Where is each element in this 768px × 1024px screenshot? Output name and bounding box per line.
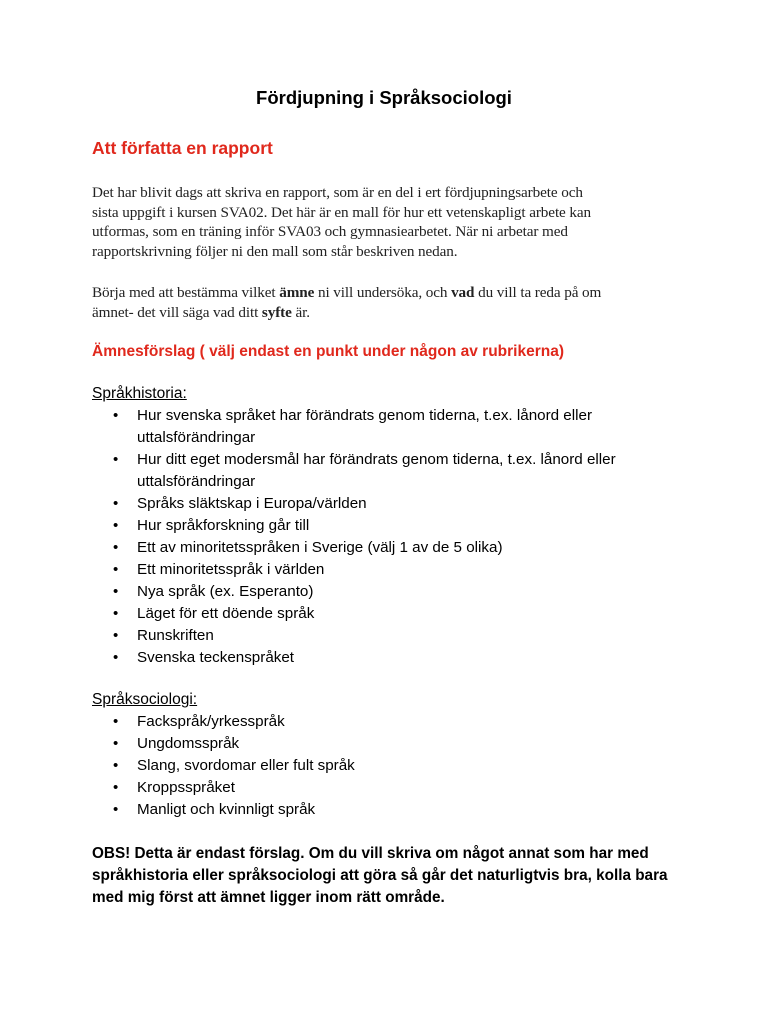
intro-line: utformas, som en träning inför SVA03 och gymnasiearbetet. När ni arbetar med: [92, 223, 568, 241]
list-item-text: Kroppsspråket: [137, 779, 235, 796]
bullet-icon: •: [113, 757, 119, 774]
task-line: [92, 303, 692, 323]
list-item: [113, 711, 713, 733]
bullet-icon: •: [113, 605, 119, 622]
bullet-icon: •: [113, 561, 119, 578]
list-item: [113, 777, 713, 799]
list-item: [113, 581, 713, 603]
bullet-icon: •: [113, 407, 119, 424]
list-item-text: uttalsförändringar: [137, 429, 256, 446]
bullet-icon: •: [113, 649, 119, 666]
list-item-text: uttalsförändringar: [137, 473, 256, 490]
list-item: [113, 647, 713, 669]
list-item: [113, 537, 713, 559]
list-item-text: Svenska teckenspråket: [137, 649, 295, 666]
task-text: ni vill undersöka, och: [314, 284, 452, 301]
category-heading-sociolinguistics: Språksociologi:: [92, 691, 198, 708]
document-title: Fördjupning i Språksociologi: [256, 87, 512, 108]
bullet-icon: •: [113, 583, 119, 600]
list-item: [113, 603, 713, 625]
list-item-text: Ett av minoritetsspråken i Sverige (välj 1 av de 5 olika): [137, 539, 503, 556]
list-item-text: Runskriften: [137, 627, 214, 644]
language-history-list: [113, 405, 713, 669]
list-item: [113, 449, 713, 493]
note-paragraph: [92, 843, 712, 909]
intro-line: sista uppgift i kursen SVA02. Det här är en mall för hur ett vetenskapligt arbete kan: [92, 203, 592, 221]
bullet-icon: •: [113, 779, 119, 796]
bullet-icon: •: [113, 451, 119, 468]
intro-paragraph: [92, 183, 692, 262]
keyword-vad: vad: [451, 284, 475, 301]
section-heading: Att författa en rapport: [92, 138, 273, 158]
list-item: [113, 559, 713, 581]
intro-line: rapportskrivning följer ni den mall som står beskriven nedan.: [92, 243, 458, 261]
category-heading-language-history: Språkhistoria:: [92, 385, 187, 402]
task-paragraph: [92, 283, 692, 322]
list-item-text: Ungdomsspråk: [137, 735, 240, 752]
topic-suggestions-heading: Ämnesförslag ( välj endast en punkt under någon av rubrikerna): [92, 343, 564, 360]
keyword-amne: ämne: [279, 284, 315, 301]
list-item: [113, 405, 713, 449]
bullet-icon: •: [113, 801, 119, 818]
intro-line: Det har blivit dags att skriva en rapport, som är en del i ert fördjupningsarbete och: [92, 184, 583, 201]
list-item: [113, 799, 713, 821]
list-item-text: Manligt och kvinnligt språk: [137, 801, 316, 818]
bullet-icon: •: [113, 627, 119, 644]
list-item-text: Läget för ett döende språk: [137, 605, 315, 622]
task-text: är.: [291, 303, 310, 321]
list-item-text: Nya språk (ex. Esperanto): [137, 583, 314, 600]
list-item: [113, 515, 713, 537]
bullet-icon: •: [113, 539, 119, 556]
list-item-text: Hur svenska språket har förändrats genom tiderna, t.ex. lånord eller: [137, 407, 593, 424]
list-item-text: Hur språkforskning går till: [137, 517, 310, 534]
list-item-text: Fackspråk/yrkesspråk: [137, 713, 285, 730]
list-item-text: Slang, svordomar eller fult språk: [137, 757, 355, 774]
bullet-icon: •: [113, 517, 119, 534]
task-text: ämnet- det vill säga vad ditt: [92, 303, 262, 321]
list-item-text: Hur ditt eget modersmål har förändrats genom tiderna, t.ex. lånord eller: [137, 451, 616, 468]
bullet-icon: •: [113, 495, 119, 512]
bullet-icon: •: [113, 713, 119, 730]
note-line: OBS! Detta är endast förslag. Om du vill skriva om något annat som har med: [92, 845, 649, 862]
list-item: [113, 755, 713, 777]
list-item-text: Språks släktskap i Europa/världen: [137, 495, 367, 512]
task-line: [92, 283, 692, 303]
list-item: [113, 493, 713, 515]
task-text: du vill ta reda på om: [474, 284, 602, 301]
list-item: [113, 733, 713, 755]
sociolinguistics-list: [113, 711, 713, 821]
task-text: Börja med att bestämma vilket: [92, 284, 280, 301]
list-item: [113, 625, 713, 647]
list-item-text: Ett minoritetsspråk i världen: [137, 561, 325, 578]
note-line: språkhistoria eller språksociologi att göra så går det naturligtvis bra, kolla bara: [92, 867, 668, 884]
note-line: med mig först att ämnet ligger inom rätt område.: [92, 889, 445, 906]
bullet-icon: •: [113, 735, 119, 752]
keyword-syfte: syfte: [261, 303, 292, 321]
